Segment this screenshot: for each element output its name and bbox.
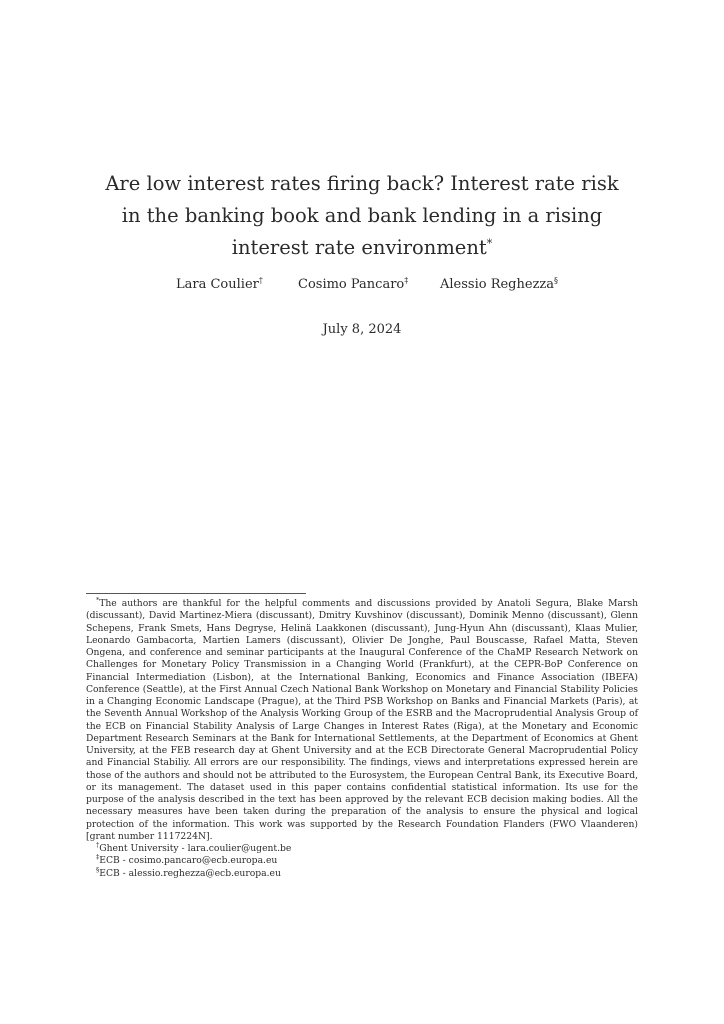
acknowledgement-mark: *	[96, 596, 100, 604]
acknowledgement-footnote	[86, 598, 638, 843]
paper-title-text: Are low interest rates firing back? Interest rate risk in the banking book and bank lending in a rising interest rate environment	[105, 172, 619, 259]
author-1	[176, 277, 263, 292]
author-3-mark: §	[554, 276, 559, 285]
author-2-mark: ‡	[404, 276, 409, 285]
author-list	[0, 277, 724, 297]
acknowledgement-text: The authors are thankful for the helpful comments and discussions provided by Anatoli Segura, Blake Marsh (discussant), David Martinez-Miera (discussant), Dmitry Kuvshinov (discussant), Dominik Menno (discussant), Glenn Schepens, Frank Smets, Hans Degryse, Helinä Laakkonen (discussant), Jung-Hyun Ahn (discussant), Klaas Mulier, Leonardo Gambacorta, Martien Lamers (discussant), Olivier De Jonghe, Paul Bouscasse, Rafael Matta, Steven Ongena, and conference and seminar participants at the Inaugural Conference of the ChaMP Research Network on Challenges for Monetary Policy Transmission in a Changing World (Frankfurt), at the CEPR-BoP Conference on Financial Intermediation (Lisbon), at the International Banking, Economics and Finance Association (IBEFA) Conference (Seattle), at the First Annual Czech National Bank Workshop on Monetary and Financial Stability Policies in a Changing Economic Landscape (Prague), at the Third PSB Workshop on Banks and Financial Markets (Paris), at the Seventh Annual Workshop of the Analysis Working Group of the ESRB and the Macroprudential Analysis Group of the ECB on Financial Stability Analysis of Large Changes in Interest Rates (Riga), at the Monetary and Economic Department Research Seminars at the Bank for International Settlements, at the Department of Economics at Ghent University, at the FEB research day at Ghent University and at the ECB Directorate General Macroprudential Policy and Financial Stabiliy. All errors are our responsibility. The findings, views and interpretations expressed herein are those of the authors and should not be attributed to the Eurosystem, the European Central Bank, its Executive Board, or its management. The dataset used in this paper contains confidential statistical information. Its use for the purpose of the analysis described in the text has been approved by the relevant ECB decision making bodies. All the necessary measures have been taken during the preparation of the analysis to ensure the physical and logical protection of the information. This work was supported by the Research Foundation Flanders (FWO Vlaanderen) [grant number 1117224N].	[86, 598, 638, 842]
author-3	[440, 277, 558, 292]
paper-date: July 8, 2024	[322, 322, 402, 337]
affiliation-footnote-1	[86, 843, 638, 855]
affiliation-1-text: Ghent University - lara.coulier@ugent.be	[99, 843, 292, 854]
title-footnote-mark: *	[486, 237, 493, 250]
affiliation-2-text: ECB - cosimo.pancaro@ecb.europa.eu	[99, 855, 278, 867]
footnotes	[86, 598, 638, 880]
author-2	[298, 277, 408, 292]
paper-title	[100, 168, 624, 264]
footnote-divider	[86, 593, 306, 594]
affiliation-footnote-3	[86, 865, 638, 880]
affiliation-footnote-2	[86, 855, 638, 867]
author-1-mark: †	[258, 276, 263, 285]
affiliation-3-text: ECB - alessio.reghezza@ecb.europa.eu	[99, 867, 281, 879]
author-3-name: Alessio Reghezza	[440, 277, 555, 292]
author-2-name: Cosimo Pancaro	[298, 277, 405, 292]
affiliation-1-mark: †	[96, 841, 100, 849]
author-1-name: Lara Coulier	[176, 277, 259, 292]
affiliation-3-mark: §	[96, 865, 100, 874]
affiliation-2-mark: ‡	[96, 853, 100, 862]
